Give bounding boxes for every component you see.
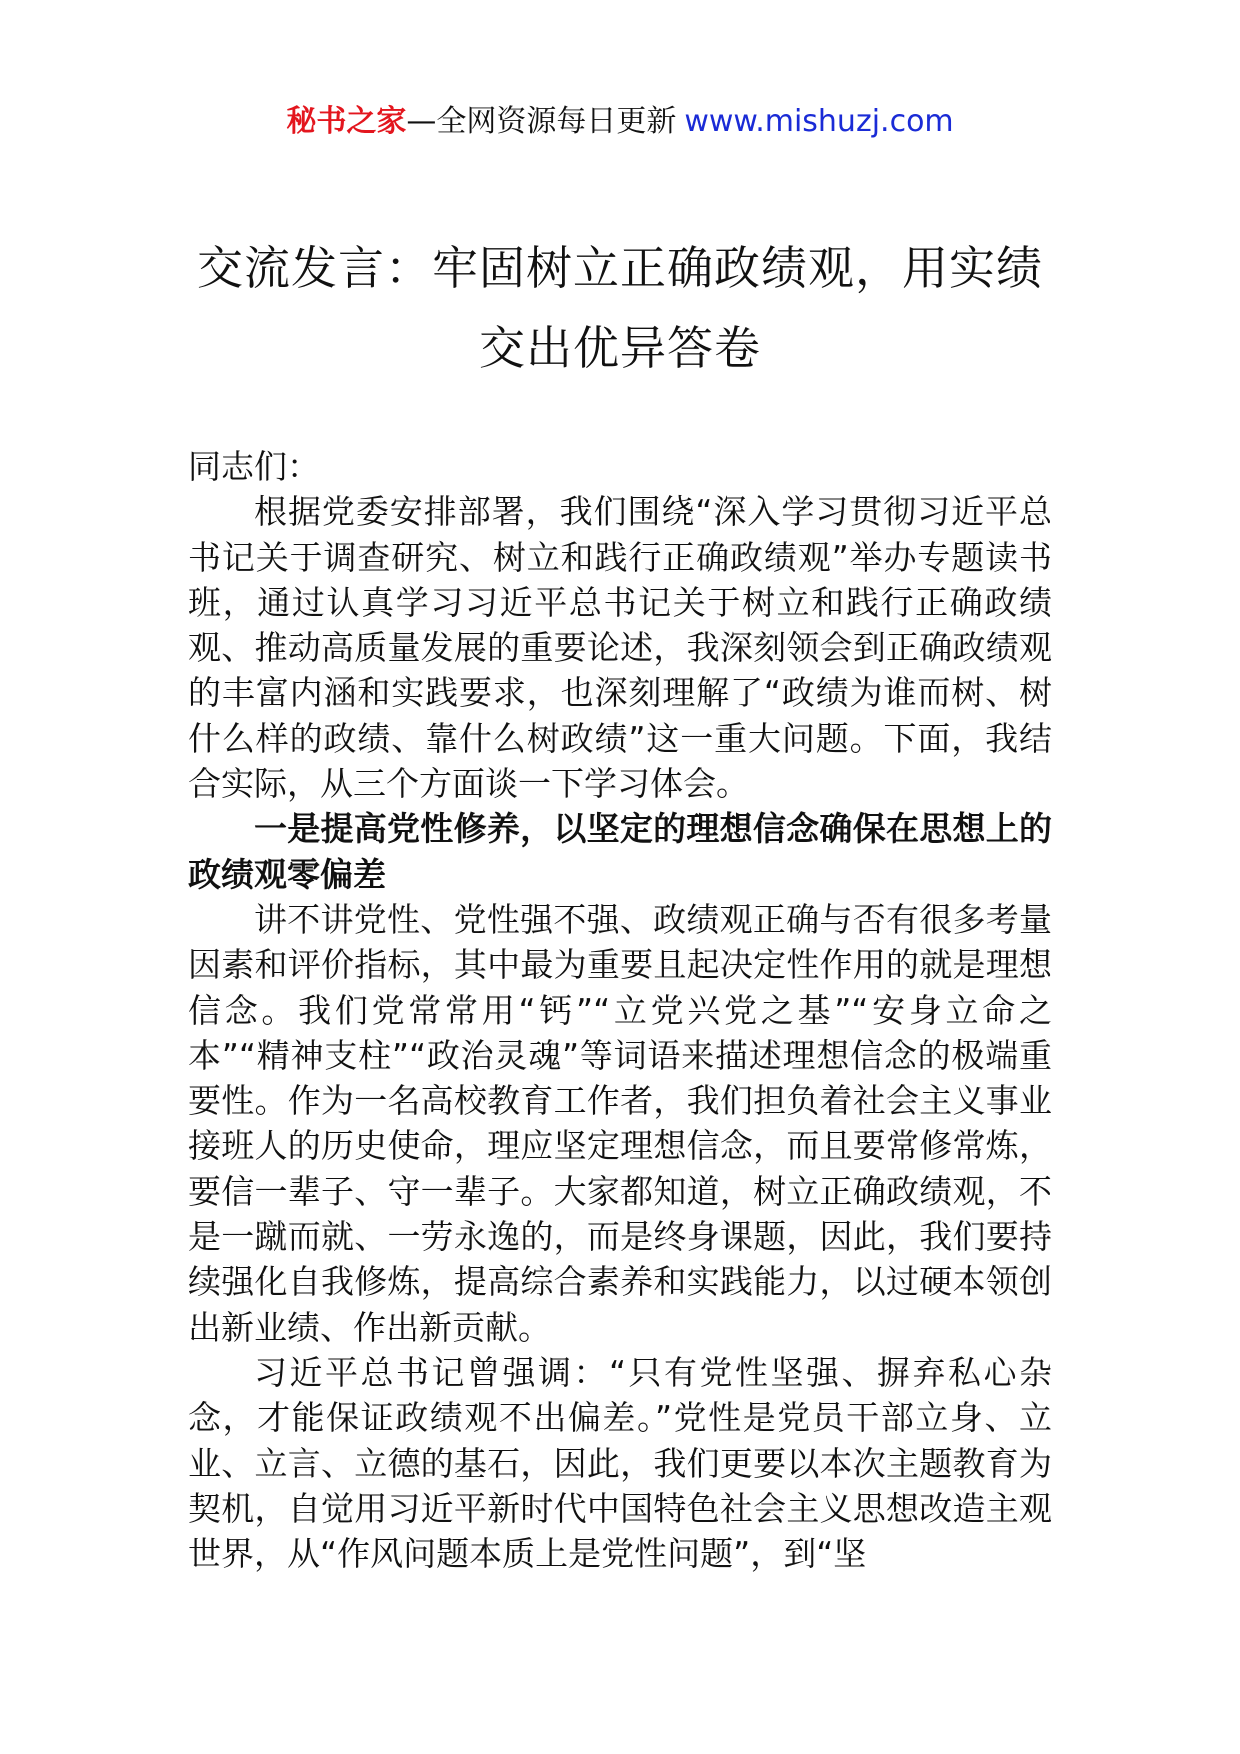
title-line-2: 交出优异答卷: [479, 321, 761, 375]
site-url-link[interactable]: www.mishuzj.com: [684, 104, 954, 139]
paragraph-ideals: 讲不讲党性、党性强不强、政绩观正确与否有很多考量因素和评价指标，其中最为重要且起决定性作用的就是理想信念。我们党常常用“钙”“立党兴党之基”“安身立命之本”“精神支柱”“政治灵魂”等词语来描述理想信念的极端重要性。作为一名高校教育工作者，我们担负着社会主义事业接班人的历史使命，理应坚定理想信念，而且要常修常炼，要信一辈子、守一辈子。大家都知道，树立正确政绩观，不是一蹴而就、一劳永逸的，而是终身课题，因此，我们要持续强化自我修炼，提高综合素养和实践能力，以过硬本领创出新业绩、作出新贡献。: [188, 899, 1052, 1347]
section-heading-1: 一是提高党性修养，以坚定的理想信念确保在思想上的政绩观零偏差: [188, 809, 1052, 894]
document-title: [0, 228, 1240, 388]
brand-name: 秘书之家: [286, 104, 407, 139]
paragraph-party-spirit: 习近平总书记曾强调：“只有党性坚强、摒弃私心杂念，才能保证政绩观不出偏差。”党性是党员干部立身、立业、立言、立德的基石，因此，我们更要以本次主题教育为契机，自觉用习近平新时代中国特色社会主义思想改造主观世界，从“作风问题本质上是党性问题”，到“坚: [188, 1352, 1052, 1574]
document-body: [188, 444, 1052, 1576]
site-header: [0, 102, 1240, 142]
header-tagline: —全网资源每日更新: [406, 104, 677, 139]
salutation: 同志们：: [188, 447, 320, 486]
paragraph-intro: 根据党委安排部署，我们围绕“深入学习贯彻习近平总书记关于调查研究、树立和践行正确政绩观”举办专题读书班，通过认真学习习近平总书记关于树立和践行正确政绩观、推动高质量发展的重要论述，我深刻领会到正确政绩观的丰富内涵和实践要求，也深刻理解了“政绩为谁而树、树什么样的政绩、靠什么树政绩”这一重大问题。下面，我结合实际，从三个方面谈一下学习体会。: [188, 492, 1052, 804]
title-line-1: 交流发言：牢固树立正确政绩观，用实绩: [197, 241, 1043, 295]
